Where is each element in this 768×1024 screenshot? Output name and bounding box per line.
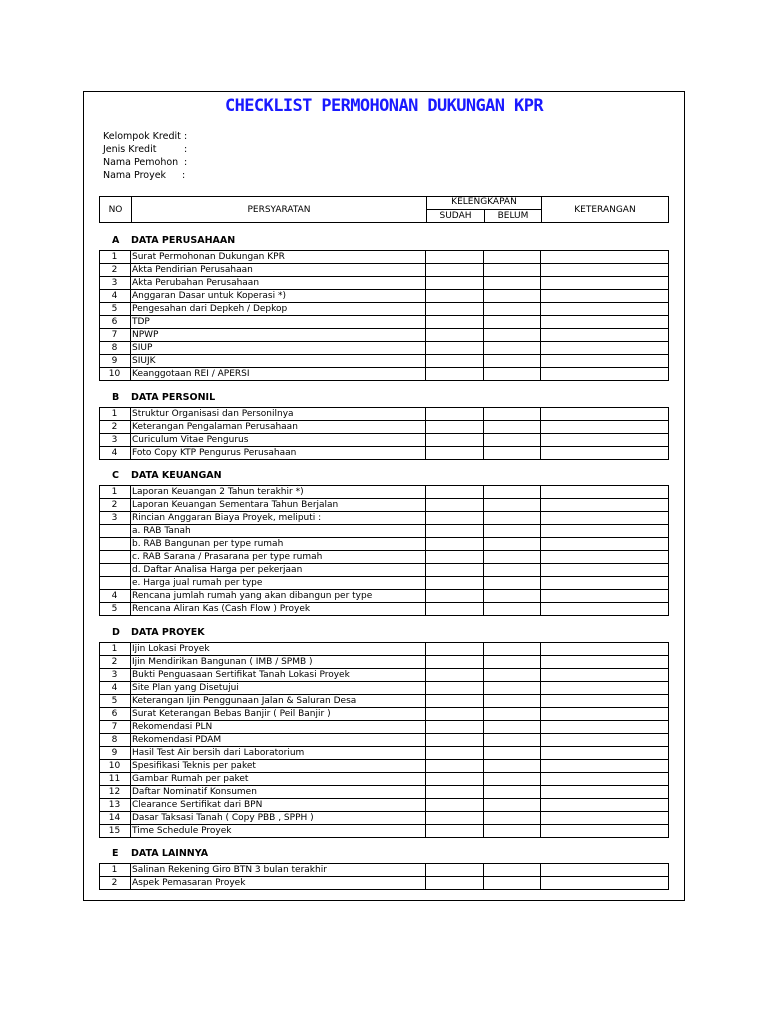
sudah-cell[interactable] xyxy=(426,603,483,615)
section-letter: A xyxy=(112,235,120,246)
sudah-cell[interactable] xyxy=(426,499,483,511)
info-label: Nama Proyek xyxy=(103,170,167,181)
sudah-cell[interactable] xyxy=(426,669,483,681)
row-requirement: Rekomendasi PDAM xyxy=(132,735,222,745)
row-requirement: a. RAB Tanah xyxy=(132,526,191,536)
row-number: 6 xyxy=(111,317,118,327)
belum-cell[interactable] xyxy=(484,760,540,772)
row-number: 2 xyxy=(111,657,118,667)
belum-cell[interactable] xyxy=(484,277,540,289)
keterangan-cell[interactable] xyxy=(541,355,667,367)
table-row xyxy=(99,825,669,838)
section-letter: B xyxy=(112,392,120,403)
belum-cell[interactable] xyxy=(484,564,540,576)
table-row xyxy=(99,643,669,656)
row-number: 12 xyxy=(108,787,121,797)
row-requirement: Rencana Aliran Kas (Cash Flow ) Proyek xyxy=(132,604,311,614)
keterangan-cell[interactable] xyxy=(541,773,667,785)
belum-cell[interactable] xyxy=(484,512,540,524)
keterangan-cell[interactable] xyxy=(541,682,667,694)
sudah-cell[interactable] xyxy=(426,682,483,694)
keterangan-cell[interactable] xyxy=(541,447,667,459)
table-row xyxy=(99,590,669,603)
keterangan-cell[interactable] xyxy=(541,877,667,889)
sudah-cell[interactable] xyxy=(426,721,483,733)
keterangan-cell[interactable] xyxy=(541,316,667,328)
sudah-cell[interactable] xyxy=(426,695,483,707)
row-requirement: Ijin Lokasi Proyek xyxy=(132,644,210,654)
belum-cell[interactable] xyxy=(484,721,540,733)
row-requirement: Curiculum Vitae Pengurus xyxy=(132,435,249,445)
row-requirement: TDP xyxy=(132,317,150,327)
table-row xyxy=(99,603,669,616)
row-requirement: Surat Permohonan Dukungan KPR xyxy=(132,252,285,262)
sudah-cell[interactable] xyxy=(426,747,483,759)
sudah-cell[interactable] xyxy=(426,551,483,563)
belum-cell[interactable] xyxy=(484,303,540,315)
table-row xyxy=(99,538,669,551)
table-row xyxy=(99,499,669,512)
keterangan-cell[interactable] xyxy=(541,799,667,811)
sudah-cell[interactable] xyxy=(426,421,483,433)
row-number: 4 xyxy=(111,448,118,458)
belum-cell[interactable] xyxy=(484,355,540,367)
keterangan-cell[interactable] xyxy=(541,786,667,798)
section-table xyxy=(99,863,669,890)
keterangan-cell[interactable] xyxy=(541,760,667,772)
belum-cell[interactable] xyxy=(484,812,540,824)
table-header xyxy=(99,196,669,223)
keterangan-cell[interactable] xyxy=(541,329,667,341)
info-colon: : xyxy=(184,157,188,168)
row-requirement: Rekomendasi PLN xyxy=(132,722,213,732)
table-row xyxy=(99,486,669,499)
belum-cell[interactable] xyxy=(484,538,540,550)
info-colon: : xyxy=(184,131,188,142)
header-persyaratan: PERSYARATAN xyxy=(247,204,311,215)
row-number: 5 xyxy=(111,604,118,614)
sudah-cell[interactable] xyxy=(426,434,483,446)
row-number: 2 xyxy=(111,265,118,275)
table-row xyxy=(99,421,669,434)
row-number: 1 xyxy=(111,409,118,419)
row-requirement: Daftar Nominatif Konsumen xyxy=(132,787,257,797)
row-requirement: Bukti Penguasaan Sertifikat Tanah Lokasi Proyek xyxy=(132,670,350,680)
belum-cell[interactable] xyxy=(484,421,540,433)
table-row xyxy=(99,316,669,329)
row-number: 14 xyxy=(108,813,121,823)
sudah-cell[interactable] xyxy=(426,290,483,302)
sudah-cell[interactable] xyxy=(426,525,483,537)
row-requirement: Keterangan Pengalaman Perusahaan xyxy=(132,422,298,432)
sudah-cell[interactable] xyxy=(426,760,483,772)
keterangan-cell[interactable] xyxy=(541,564,667,576)
keterangan-cell[interactable] xyxy=(541,303,667,315)
sudah-cell[interactable] xyxy=(426,656,483,668)
sudah-cell[interactable] xyxy=(426,342,483,354)
row-number: 6 xyxy=(111,709,118,719)
row-requirement: Hasil Test Air bersih dari Laboratorium xyxy=(132,748,305,758)
section-table xyxy=(99,407,669,460)
section-name: DATA PROYEK xyxy=(131,627,205,638)
header-belum: BELUM xyxy=(497,210,529,221)
row-number: 8 xyxy=(111,735,118,745)
sudah-cell[interactable] xyxy=(426,864,483,876)
row-requirement: Keanggotaan REI / APERSI xyxy=(132,369,250,379)
row-number: 15 xyxy=(108,826,121,836)
table-row xyxy=(99,864,669,877)
belum-cell[interactable] xyxy=(484,251,540,263)
sudah-cell[interactable] xyxy=(426,251,483,263)
table-row xyxy=(99,669,669,682)
row-requirement: Laporan Keuangan 2 Tahun terakhir *) xyxy=(132,487,304,497)
section-name: DATA KEUANGAN xyxy=(131,470,222,481)
table-row xyxy=(99,773,669,786)
info-label: Kelompok Kredit xyxy=(103,131,181,142)
keterangan-cell[interactable] xyxy=(541,251,667,263)
belum-cell[interactable] xyxy=(484,734,540,746)
belum-cell[interactable] xyxy=(484,264,540,276)
row-number: 5 xyxy=(111,304,118,314)
sudah-cell[interactable] xyxy=(426,303,483,315)
row-requirement: Time Schedule Proyek xyxy=(132,826,232,836)
keterangan-cell[interactable] xyxy=(541,486,667,498)
keterangan-cell[interactable] xyxy=(541,434,667,446)
keterangan-cell[interactable] xyxy=(541,695,667,707)
row-requirement: Akta Perubahan Perusahaan xyxy=(132,278,260,288)
row-number: 3 xyxy=(111,435,118,445)
table-row xyxy=(99,434,669,447)
info-label: Nama Pemohon xyxy=(103,157,179,168)
row-requirement: Akta Pendirian Perusahaan xyxy=(132,265,253,275)
table-row xyxy=(99,290,669,303)
row-number: 9 xyxy=(111,356,118,366)
sudah-cell[interactable] xyxy=(426,708,483,720)
belum-cell[interactable] xyxy=(484,877,540,889)
header-no: NO xyxy=(108,204,123,215)
keterangan-cell[interactable] xyxy=(541,669,667,681)
keterangan-cell[interactable] xyxy=(541,421,667,433)
sudah-cell[interactable] xyxy=(426,408,483,420)
info-colon: : xyxy=(182,170,186,181)
belum-cell[interactable] xyxy=(484,603,540,615)
row-requirement: Spesifikasi Teknis per paket xyxy=(132,761,256,771)
keterangan-cell[interactable] xyxy=(541,734,667,746)
belum-cell[interactable] xyxy=(484,643,540,655)
row-requirement: b. RAB Bangunan per type rumah xyxy=(132,539,284,549)
row-number: 3 xyxy=(111,670,118,680)
sudah-cell[interactable] xyxy=(426,368,483,380)
row-number: 1 xyxy=(111,252,118,262)
row-requirement: Site Plan yang Disetujui xyxy=(132,683,239,693)
belum-cell[interactable] xyxy=(484,408,540,420)
keterangan-cell[interactable] xyxy=(541,864,667,876)
sudah-cell[interactable] xyxy=(426,329,483,341)
header-keterangan: KETERANGAN xyxy=(574,204,636,215)
row-number: 7 xyxy=(111,722,118,732)
row-requirement: Rincian Anggaran Biaya Proyek, meliputi : xyxy=(132,513,322,523)
table-row xyxy=(99,264,669,277)
belum-cell[interactable] xyxy=(484,682,540,694)
sudah-cell[interactable] xyxy=(426,590,483,602)
table-row xyxy=(99,368,669,381)
belum-cell[interactable] xyxy=(484,486,540,498)
section-name: DATA PERSONIL xyxy=(131,392,216,403)
row-requirement: d. Daftar Analisa Harga per pekerjaan xyxy=(132,565,303,575)
row-requirement: Surat Keterangan Bebas Banjir ( Peil Banjir ) xyxy=(132,709,331,719)
row-requirement: Salinan Rekening Giro BTN 3 bulan terakhir xyxy=(132,865,327,875)
table-row xyxy=(99,303,669,316)
row-number: 4 xyxy=(111,591,118,601)
row-requirement: c. RAB Sarana / Prasarana per type rumah xyxy=(132,552,323,562)
sudah-cell[interactable] xyxy=(426,799,483,811)
keterangan-cell[interactable] xyxy=(541,408,667,420)
row-requirement: Keterangan Ijin Penggunaan Jalan & Saluran Desa xyxy=(132,696,357,706)
belum-cell[interactable] xyxy=(484,368,540,380)
row-number: 10 xyxy=(108,369,121,379)
table-row xyxy=(99,277,669,290)
table-row xyxy=(99,564,669,577)
table-row xyxy=(99,721,669,734)
sudah-cell[interactable] xyxy=(426,447,483,459)
keterangan-cell[interactable] xyxy=(541,551,667,563)
header-sudah: SUDAH xyxy=(439,210,472,221)
table-row xyxy=(99,251,669,264)
row-number: 11 xyxy=(108,774,121,784)
belum-cell[interactable] xyxy=(484,708,540,720)
table-row xyxy=(99,656,669,669)
belum-cell[interactable] xyxy=(484,590,540,602)
info-colon: : xyxy=(184,144,188,155)
keterangan-cell[interactable] xyxy=(541,656,667,668)
sudah-cell[interactable] xyxy=(426,564,483,576)
row-requirement: Clearance Sertifikat dari BPN xyxy=(132,800,263,810)
table-row xyxy=(99,760,669,773)
sudah-cell[interactable] xyxy=(426,643,483,655)
table-row xyxy=(99,799,669,812)
belum-cell[interactable] xyxy=(484,342,540,354)
belum-cell[interactable] xyxy=(484,825,540,837)
info-label: Jenis Kredit xyxy=(103,144,157,155)
table-row xyxy=(99,747,669,760)
sudah-cell[interactable] xyxy=(426,825,483,837)
keterangan-cell[interactable] xyxy=(541,577,667,589)
row-number: 2 xyxy=(111,422,118,432)
table-row xyxy=(99,577,669,590)
row-requirement: SIUJK xyxy=(132,356,156,366)
row-requirement: Anggaran Dasar untuk Koperasi *) xyxy=(132,291,286,301)
keterangan-cell[interactable] xyxy=(541,290,667,302)
keterangan-cell[interactable] xyxy=(541,342,667,354)
belum-cell[interactable] xyxy=(484,551,540,563)
keterangan-cell[interactable] xyxy=(541,264,667,276)
sudah-cell[interactable] xyxy=(426,577,483,589)
keterangan-cell[interactable] xyxy=(541,747,667,759)
sudah-cell[interactable] xyxy=(426,812,483,824)
table-row xyxy=(99,682,669,695)
row-requirement: Foto Copy KTP Pengurus Perusahaan xyxy=(132,448,297,458)
row-number xyxy=(99,525,130,537)
belum-cell[interactable] xyxy=(484,786,540,798)
row-number: 10 xyxy=(108,761,121,771)
row-number: 7 xyxy=(111,330,118,340)
table-row xyxy=(99,734,669,747)
table-row xyxy=(99,329,669,342)
keterangan-cell[interactable] xyxy=(541,708,667,720)
sudah-cell[interactable] xyxy=(426,538,483,550)
row-number: 3 xyxy=(111,278,118,288)
document-title: CHECKLIST PERMOHONAN DUKUNGAN KPR xyxy=(225,96,543,116)
belum-cell[interactable] xyxy=(484,656,540,668)
row-number: 2 xyxy=(111,878,118,888)
row-number: 5 xyxy=(111,696,118,706)
section-table xyxy=(99,642,669,838)
row-requirement: Rencana jumlah rumah yang akan dibangun per type xyxy=(132,591,373,601)
section-letter: E xyxy=(112,848,119,859)
row-number: 4 xyxy=(111,683,118,693)
keterangan-cell[interactable] xyxy=(541,499,667,511)
row-requirement: Dasar Taksasi Tanah ( Copy PBB , SPPH ) xyxy=(132,813,314,823)
belum-cell[interactable] xyxy=(484,290,540,302)
table-row xyxy=(99,355,669,368)
table-row xyxy=(99,786,669,799)
keterangan-cell[interactable] xyxy=(541,512,667,524)
sudah-cell[interactable] xyxy=(426,734,483,746)
header-kelengkapan: KELENGKAPAN xyxy=(451,197,517,207)
belum-cell[interactable] xyxy=(484,434,540,446)
keterangan-cell[interactable] xyxy=(541,368,667,380)
row-requirement: Gambar Rumah per paket xyxy=(132,774,249,784)
row-number xyxy=(99,538,130,550)
keterangan-cell[interactable] xyxy=(541,721,667,733)
keterangan-cell[interactable] xyxy=(541,590,667,602)
row-number: 4 xyxy=(111,291,118,301)
row-number: 1 xyxy=(111,865,118,875)
belum-cell[interactable] xyxy=(484,577,540,589)
belum-cell[interactable] xyxy=(484,447,540,459)
section-table xyxy=(99,485,669,616)
keterangan-cell[interactable] xyxy=(541,812,667,824)
section-letter: C xyxy=(112,470,119,481)
table-row xyxy=(99,695,669,708)
table-row xyxy=(99,342,669,355)
row-requirement: Struktur Organisasi dan Personilnya xyxy=(132,409,294,419)
belum-cell[interactable] xyxy=(484,316,540,328)
section-table xyxy=(99,250,669,381)
sudah-cell[interactable] xyxy=(426,264,483,276)
belum-cell[interactable] xyxy=(484,799,540,811)
row-number xyxy=(99,551,130,563)
belum-cell[interactable] xyxy=(484,773,540,785)
section-name: DATA LAINNYA xyxy=(131,848,209,859)
belum-cell[interactable] xyxy=(484,669,540,681)
table-row xyxy=(99,877,669,890)
table-row xyxy=(99,447,669,460)
belum-cell[interactable] xyxy=(484,499,540,511)
sudah-cell[interactable] xyxy=(426,512,483,524)
table-row xyxy=(99,708,669,721)
row-requirement: SIUP xyxy=(132,343,153,353)
row-number: 1 xyxy=(111,644,118,654)
row-number: 3 xyxy=(111,513,118,523)
belum-cell[interactable] xyxy=(484,329,540,341)
table-row xyxy=(99,551,669,564)
sudah-cell[interactable] xyxy=(426,486,483,498)
row-number: 9 xyxy=(111,748,118,758)
checklist-page xyxy=(83,91,685,901)
row-requirement: Laporan Keuangan Sementara Tahun Berjalan xyxy=(132,500,339,510)
row-requirement: Pengesahan dari Depkeh / Depkop xyxy=(132,304,288,314)
row-number: 8 xyxy=(111,343,118,353)
row-number: 1 xyxy=(111,487,118,497)
belum-cell[interactable] xyxy=(484,864,540,876)
keterangan-cell[interactable] xyxy=(541,538,667,550)
row-requirement: Aspek Pemasaran Proyek xyxy=(132,878,246,888)
section-letter: D xyxy=(112,627,120,638)
keterangan-cell[interactable] xyxy=(541,825,667,837)
belum-cell[interactable] xyxy=(484,747,540,759)
keterangan-cell[interactable] xyxy=(541,525,667,537)
table-row xyxy=(99,408,669,421)
table-row xyxy=(99,512,669,525)
row-requirement: NPWP xyxy=(132,330,159,340)
row-requirement: e. Harga jual rumah per type xyxy=(132,578,263,588)
row-number: 13 xyxy=(108,800,121,810)
table-row xyxy=(99,812,669,825)
keterangan-cell[interactable] xyxy=(541,277,667,289)
table-row xyxy=(99,525,669,538)
row-number xyxy=(99,564,130,576)
row-number xyxy=(99,577,130,589)
section-name: DATA PERUSAHAAN xyxy=(131,235,236,246)
sudah-cell[interactable] xyxy=(426,316,483,328)
keterangan-cell[interactable] xyxy=(541,603,667,615)
sudah-cell[interactable] xyxy=(426,877,483,889)
row-requirement: Ijin Mendirikan Bangunan ( IMB / SPMB ) xyxy=(132,657,313,667)
keterangan-cell[interactable] xyxy=(541,643,667,655)
row-number: 2 xyxy=(111,500,118,510)
sudah-cell[interactable] xyxy=(426,773,483,785)
sudah-cell[interactable] xyxy=(426,786,483,798)
belum-cell[interactable] xyxy=(484,695,540,707)
belum-cell[interactable] xyxy=(484,525,540,537)
sudah-cell[interactable] xyxy=(426,355,483,367)
sudah-cell[interactable] xyxy=(426,277,483,289)
